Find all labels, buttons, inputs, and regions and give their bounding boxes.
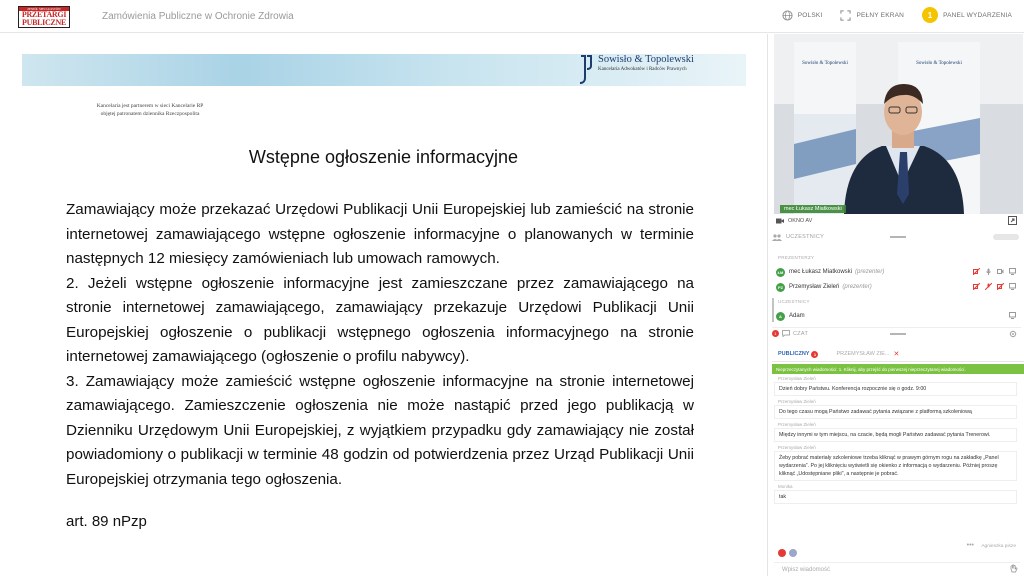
message-text: tak bbox=[774, 490, 1017, 504]
avatar: A bbox=[776, 312, 785, 321]
chat-message bbox=[774, 376, 1017, 396]
language-button[interactable] bbox=[782, 10, 823, 21]
fullscreen-icon bbox=[840, 10, 851, 21]
participant-name: mec Łukasz Miatkowski bbox=[789, 269, 853, 275]
logo-line-1: PRZETARGI bbox=[21, 10, 67, 19]
tab-public-count: 1 bbox=[811, 351, 818, 358]
participant-name: Przemysław Zieleń bbox=[789, 284, 840, 290]
slide-paragraph: Zamawiający może przekazać Urzędowi Publikacji Unii Europejskiej lub zamieścić na stronie internetowej zamawiającego wstępne ogłoszenie informacyjne o planowanych w terminie następnych 12 miesięcy zamówieniach lub umowach ramowych. bbox=[66, 201, 694, 267]
message-author: Przemysław Zieleń bbox=[778, 445, 816, 450]
chat-tools bbox=[778, 549, 797, 557]
unread-notice[interactable]: Nieprzeczytanych wiadomości: 1. Kliknij, aby przejść do pierwszej nieprzeczytanej wiadomości. bbox=[772, 364, 1024, 374]
chat-message bbox=[774, 399, 1017, 419]
chat-header-label: CZAT bbox=[793, 330, 809, 337]
participant-row[interactable] bbox=[776, 310, 1016, 322]
logo-text bbox=[20, 11, 68, 28]
chat-resize-grip[interactable] bbox=[890, 333, 906, 335]
chat-message bbox=[774, 445, 1017, 481]
popout-icon[interactable] bbox=[1008, 216, 1017, 225]
help-icon[interactable] bbox=[789, 549, 797, 557]
message-author: Przemysław Zieleń bbox=[778, 376, 816, 381]
participants-scrollbar[interactable] bbox=[772, 298, 774, 322]
gear-icon[interactable] bbox=[1009, 330, 1017, 338]
slide-paragraph: 3. Zamawiający może zamieścić wstępne ogłoszenie informacyjne na stronie internetowej zamawiającego. Zamieszczenie ogłoszenia nie może nastąpić przed jego publikacją w Dzienniku Urzędowym Unii Europejskiej, z wyjątkiem przypadku gdy zamawiający nie został powiadomiony o publikacji w terminie 48 godzin od potwierdzenia przez Urząd Publikacji Unii Europejskiej otrzymania tego ogłoszenia. bbox=[66, 372, 694, 488]
participants-resize-grip[interactable] bbox=[890, 236, 906, 238]
typing-indicator: Agnieszka pisze bbox=[981, 544, 1016, 549]
event-panel-label: PANEL WYDARZENIA bbox=[943, 11, 1012, 19]
globe-icon bbox=[782, 10, 793, 21]
cam-off-icon[interactable] bbox=[973, 268, 980, 275]
chat-unread-badge: 1 bbox=[772, 330, 779, 337]
event-panel-button[interactable] bbox=[922, 7, 1012, 23]
participant-row[interactable] bbox=[776, 266, 1016, 278]
slide-paragraph: 2. Jeżeli wstępne ogłoszenie informacyjne jest zamieszczane przez zamawiającego na stronie internetowej zamawiającego, zamawiający przekazuje Urzędowi Publikacji Unii Europejskiej ogłoszenie o publikacji wstępnego ogłoszenia informacyjnego na stronie internetowej zamawiającego (ogłoszenie o profilu nabywcy). bbox=[66, 274, 694, 365]
tab-private[interactable]: PRZEMYSŁAW ZIE... bbox=[836, 351, 890, 357]
top-right-controls bbox=[764, 7, 1012, 23]
participants-header[interactable] bbox=[772, 231, 1021, 243]
tab-public-label: PUBLICZNY bbox=[778, 351, 810, 357]
av-window-label: OKNO AV bbox=[788, 218, 813, 224]
law-firm-mark-icon bbox=[578, 54, 594, 84]
typing-dots-icon: ••• bbox=[966, 542, 974, 549]
message-author: Monika bbox=[778, 484, 793, 489]
logo-top-text: ZESPÓŁ SPECJALISTÓW bbox=[19, 7, 69, 11]
event-title: Zamówienia Publiczne w Ochronie Zdrowia bbox=[102, 11, 294, 22]
speaker-video[interactable] bbox=[774, 34, 1023, 214]
screen-icon[interactable] bbox=[1009, 268, 1016, 275]
camera-off-icon[interactable] bbox=[997, 283, 1004, 290]
speaker-video-frame bbox=[774, 34, 1023, 214]
screen-icon[interactable] bbox=[1009, 283, 1016, 290]
slide-body bbox=[66, 198, 694, 492]
top-bar bbox=[0, 0, 1024, 33]
chat-header[interactable] bbox=[772, 327, 1021, 339]
participant-name: Adam bbox=[789, 313, 805, 319]
emoji-icon[interactable] bbox=[778, 549, 786, 557]
cam-off-icon[interactable] bbox=[973, 283, 980, 290]
fullscreen-button[interactable] bbox=[840, 10, 904, 21]
message-text: Między innymi w tym miejscu, na czacie, będą mogli Państwo zadawać pytania Trenerowi. bbox=[774, 428, 1017, 442]
chat-message-input[interactable]: Wpisz wiadomość bbox=[774, 562, 1020, 576]
participant-role: (prezenter) bbox=[855, 269, 885, 275]
chat-footer bbox=[772, 542, 1022, 576]
fullscreen-label: PEŁNY EKRAN bbox=[856, 11, 905, 19]
message-author: Przemysław Zieleń bbox=[778, 422, 816, 427]
participant-role: (prezenter) bbox=[842, 284, 872, 290]
tab-public[interactable] bbox=[778, 351, 818, 358]
participant-controls bbox=[973, 283, 1016, 290]
law-firm-subtitle: Kancelaria Adwokatów i Radców Prawnych bbox=[598, 67, 687, 72]
participants-toggle[interactable] bbox=[993, 234, 1019, 240]
chat-tabs bbox=[772, 347, 1024, 362]
camera-icon bbox=[776, 218, 784, 224]
attendees-label: UCZESTNICY bbox=[778, 299, 810, 304]
message-author: Przemysław Zieleń bbox=[778, 399, 816, 404]
screen-icon[interactable] bbox=[1009, 312, 1016, 319]
chat-message bbox=[774, 422, 1017, 442]
microphone-icon[interactable] bbox=[985, 268, 992, 275]
microphone-off-icon[interactable] bbox=[985, 283, 992, 290]
presenters-label: PREZENTERZY bbox=[778, 255, 815, 260]
people-icon bbox=[772, 234, 782, 241]
speaker-name-tag: mec Łukasz Miatkowski bbox=[780, 205, 846, 213]
participant-row[interactable] bbox=[776, 281, 1016, 293]
av-window-bar[interactable] bbox=[776, 215, 1024, 227]
raise-hand-icon[interactable] bbox=[1009, 564, 1018, 573]
language-label: POLSKI bbox=[797, 11, 823, 19]
law-firm-logo bbox=[578, 54, 694, 84]
participant-controls bbox=[973, 268, 1016, 275]
participant-controls bbox=[1009, 312, 1016, 319]
slide-title: Wstępne ogłoszenie informacyjne bbox=[248, 147, 519, 167]
przetargi-publiczne-logo[interactable] bbox=[18, 6, 70, 28]
avatar: ŁM bbox=[777, 269, 784, 275]
message-text: Dzień dobry Państwu. Konferencja rozpocznie się o godz. 9:00 bbox=[774, 382, 1017, 396]
svg-text:Sowisło & Topolewski: Sowisło & Topolewski bbox=[802, 61, 848, 66]
participants-header-label: UCZESTNICY bbox=[786, 234, 825, 240]
chat-messages[interactable] bbox=[774, 376, 1017, 542]
avatar: PZ bbox=[777, 284, 784, 290]
logo-line-2: PUBLICZNE bbox=[22, 18, 66, 27]
camera-icon[interactable] bbox=[997, 268, 1004, 275]
event-panel-badge: 1 bbox=[922, 7, 938, 23]
close-tab-icon[interactable]: ✕ bbox=[893, 351, 900, 358]
chat-icon bbox=[782, 330, 790, 337]
law-firm-text bbox=[598, 54, 694, 73]
message-text: Do tego czasu mogą Państwo zadawać pytania związane z platformą szkoleniową bbox=[774, 405, 1017, 419]
chat-message bbox=[774, 484, 1017, 504]
slide-reference: art. 89 nPzp bbox=[66, 513, 147, 530]
svg-text:Sowisło & Topolewski: Sowisło & Topolewski bbox=[916, 61, 962, 66]
message-text: Żeby pobrać materiały szkoleniowe trzeba kliknąć w prawym górnym rogu na zakładkę „Panel wydarzenia”. Po jej kliknięciu wyświetli się okienko z informacją o wydarzeniu. Później proszę kliknąć „Udostępniane pliki”, a następnie je pobrać. bbox=[774, 451, 1017, 481]
law-firm-name: Sowisło & Topolewski bbox=[598, 54, 694, 65]
partner-note: Kancelaria jest partnerem w sieci Kancelarie RP objętej patronatem dziennika Rzeczpospolita bbox=[96, 103, 204, 117]
presentation-slide bbox=[0, 34, 767, 576]
right-panel bbox=[767, 34, 1024, 576]
